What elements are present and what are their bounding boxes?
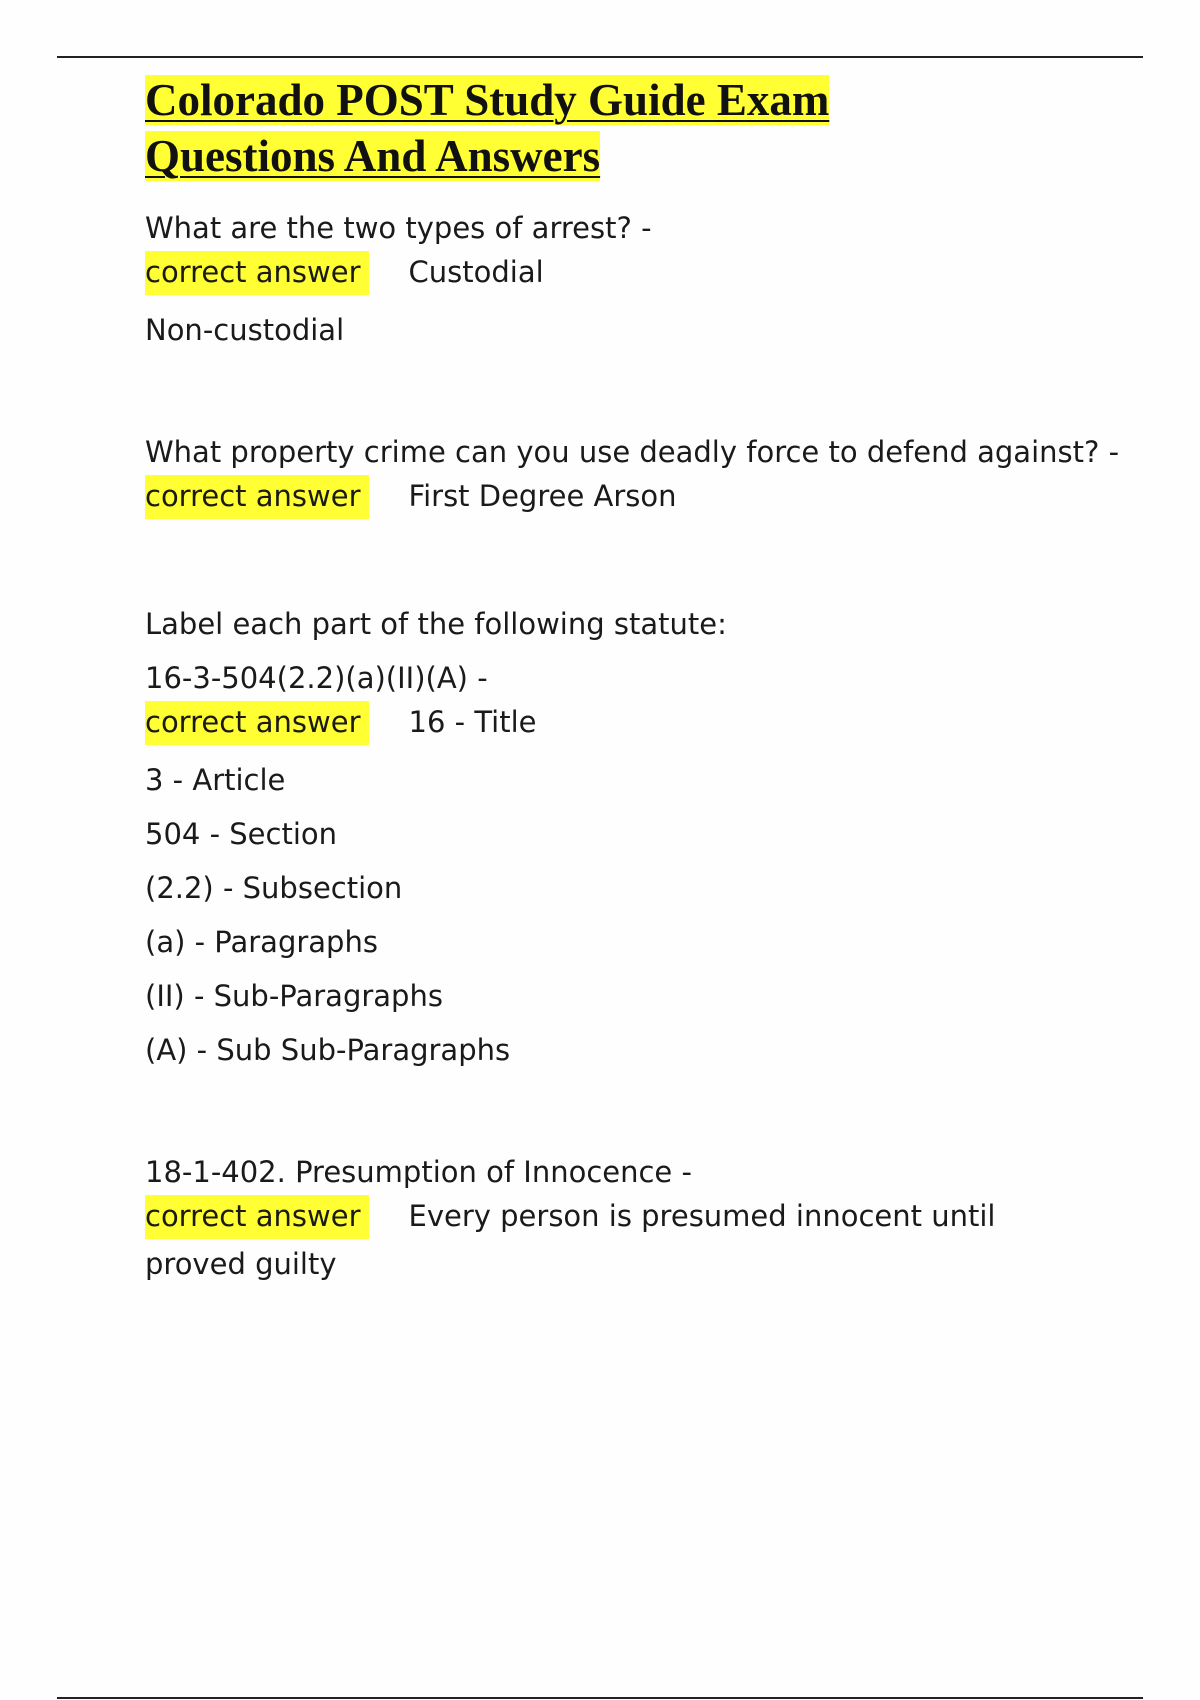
answer-extra-line: 3 - Article: [145, 763, 286, 797]
answer-text: Custodial: [408, 255, 544, 289]
answer-extra-line: (A) - Sub Sub-Paragraphs: [145, 1033, 511, 1067]
answer-text: Every person is presumed innocent until proved guilty: [145, 1199, 996, 1281]
answer-extra-line: (a) - Paragraphs: [145, 925, 378, 959]
question-text: What property crime can you use deadly force to defend against? -: [145, 435, 1120, 469]
answer-line: [145, 472, 1085, 520]
qa-item-3: [145, 604, 1085, 1070]
question-text: 18-1-402. Presumption of Innocence -: [145, 1155, 692, 1189]
answer-line: [145, 698, 1085, 746]
title-line-2: Questions And Answers: [145, 131, 601, 181]
bottom-rule: [57, 1697, 1143, 1699]
correct-answer-badge: correct answer: [145, 475, 369, 519]
top-rule: [57, 56, 1143, 58]
title-line-1: Colorado POST Study Guide Exam: [145, 75, 830, 125]
answer-extra-line: (II) - Sub-Paragraphs: [145, 979, 443, 1013]
qa-item-1: [145, 208, 1085, 350]
question-intro: Label each part of the following statute:: [145, 607, 727, 641]
correct-answer-badge: correct answer: [145, 251, 369, 295]
correct-answer-badge: correct answer: [145, 1195, 369, 1239]
answer-text: 16 - Title: [408, 705, 537, 739]
qa-item-2: [145, 432, 1120, 520]
answer-line: [145, 248, 1085, 296]
question-text: 16-3-504(2.2)(a)(II)(A) -: [145, 661, 488, 695]
answer-extra-line: (2.2) - Subsection: [145, 871, 403, 905]
question-text: What are the two types of arrest? -: [145, 211, 652, 245]
answer-extra-line: Non-custodial: [145, 313, 345, 347]
answer-text: First Degree Arson: [408, 479, 677, 513]
answer-line: [145, 1192, 1085, 1288]
answer-extra-line: 504 - Section: [145, 817, 337, 851]
document-title: [145, 72, 1085, 184]
document-body: [145, 72, 1120, 1288]
qa-item-4: [145, 1152, 1085, 1288]
correct-answer-badge: correct answer: [145, 701, 369, 745]
